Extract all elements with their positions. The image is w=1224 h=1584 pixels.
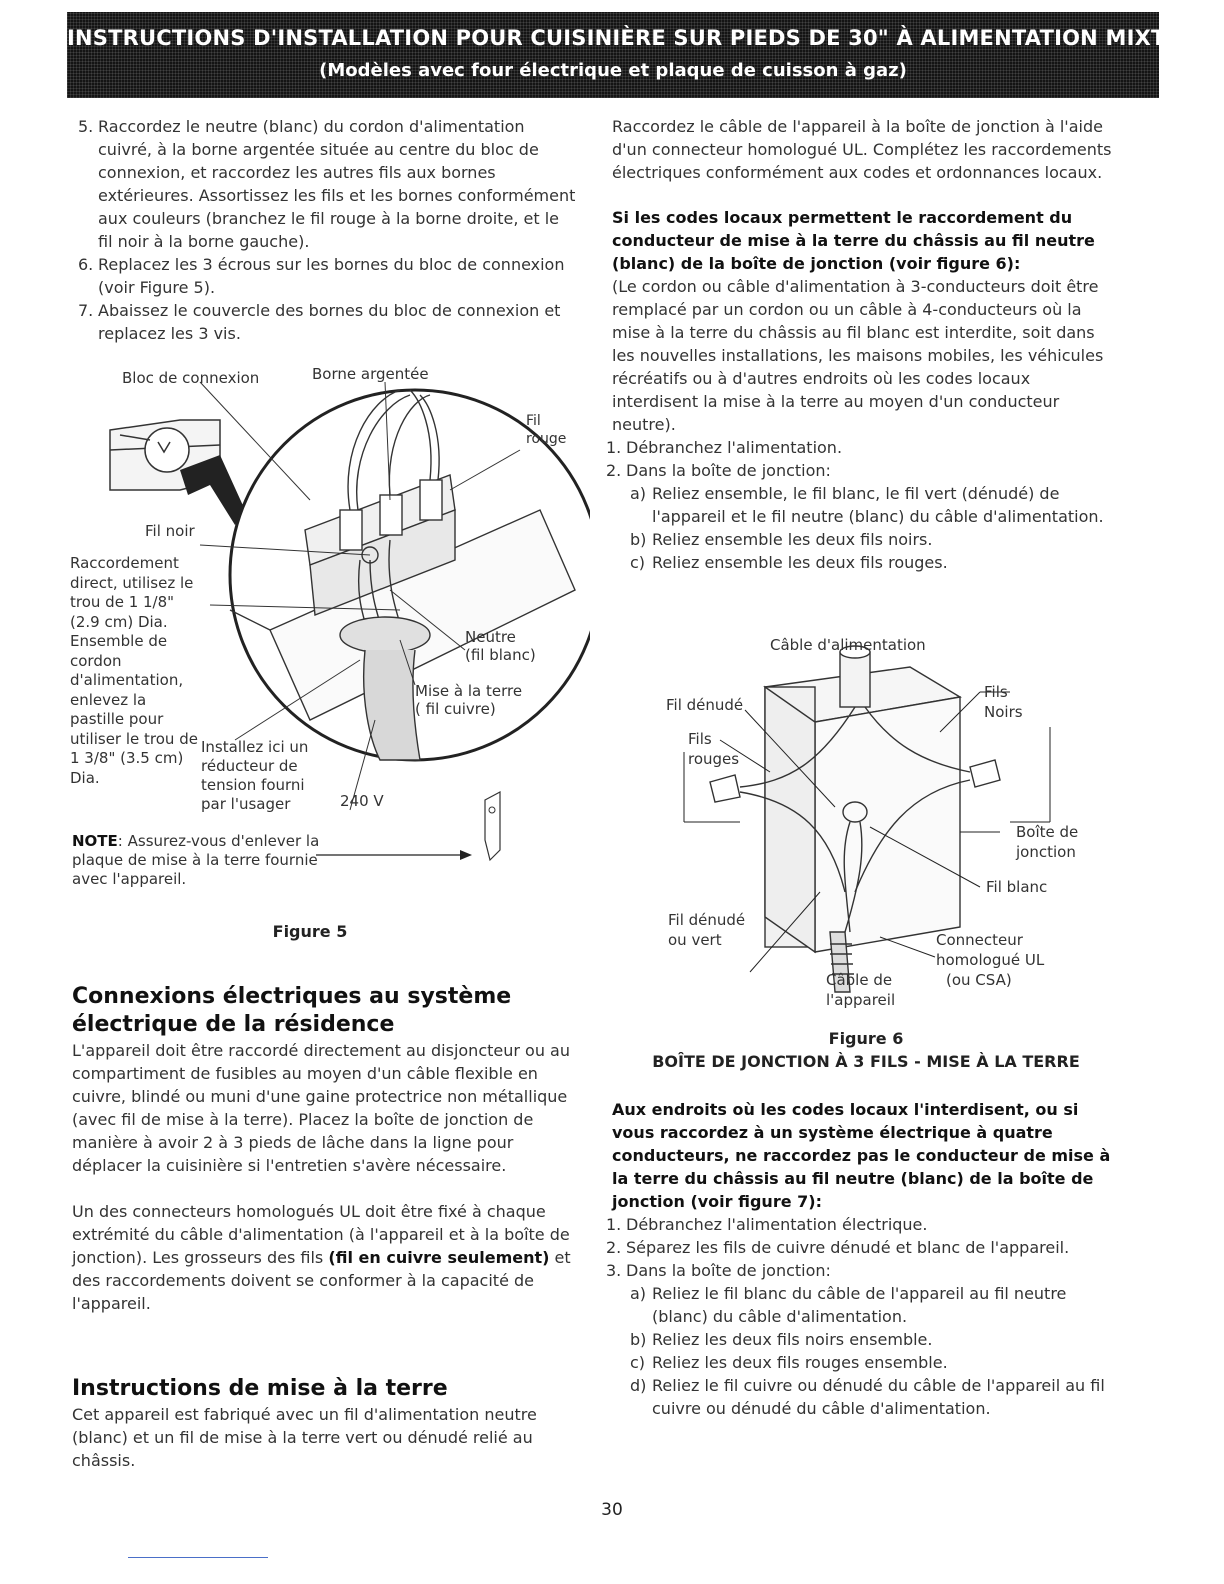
label-fil-noir: Fil noir xyxy=(145,522,195,540)
paragraph: Raccordez le câble de l'appareil à la boîte de jonction à l'aide d'un connecteur homologué UL. Complétez les raccordements électriques conformément aux codes et ordonnances locaux. xyxy=(612,117,1112,182)
section-connexions xyxy=(72,983,577,1315)
list-item: d) Reliez le fil cuivre ou dénudé du câble de l'appareil au fil cuivre ou dénudé du câble d'alimentation. xyxy=(630,1376,1105,1418)
label-fil-rouge-2: rouge xyxy=(526,431,567,447)
section-title-connexions: Connexions électriques au système électrique de la résidence xyxy=(72,984,512,1037)
label-fil-denude-vert-1: Fil dénudé xyxy=(668,911,746,929)
list-item: 7. Abaissez le couvercle des bornes du bloc de connexion et replacez les 3 vis. xyxy=(78,301,561,343)
label-installez: Installez ici un réducteur de tension fourni par l'usager xyxy=(201,738,309,813)
list-item: a) Reliez ensemble, le fil blanc, le fil vert (dénudé) de l'appareil et le fil neutre (blanc) du câble d'alimentation. xyxy=(630,484,1104,526)
label-connecteur-2: homologué UL xyxy=(936,951,1045,969)
page-number: 30 xyxy=(601,1500,623,1520)
figure-5 xyxy=(70,360,590,950)
list-item: 2. Séparez les fils de cuivre dénudé et blanc de l'appareil. xyxy=(606,1238,1070,1257)
label-cable-appareil-2: l'appareil xyxy=(826,991,896,1009)
list-item: b) Reliez ensemble les deux fils noirs. xyxy=(630,530,933,549)
label-fils-rouges-1: Fils xyxy=(688,730,712,748)
paragraph: (Le cordon ou câble d'alimentation à 3-conducteurs doit être remplacé par un cordon ou un câble à 4-conducteurs où la mise à la terre du châssis au fil blanc est interdite, soit dans les nouvelles installations, les maisons mobiles, les véhicules récréatifs ou à d'autres endroits où les codes locaux interdisent la mise à la terre au moyen d'un conducteur neutre). xyxy=(612,277,1104,434)
right-bottom xyxy=(606,1098,1120,1420)
label-connecteur-1: Connecteur xyxy=(936,931,1023,949)
label-fils-noirs-2: Noirs xyxy=(984,703,1023,721)
list-item: 1. Débranchez l'alimentation. xyxy=(606,438,843,457)
label-fil-denude-vert-2: ou vert xyxy=(668,931,722,949)
label-connecteur-3: (ou CSA) xyxy=(946,971,1012,989)
list-item: 6. Replacez les 3 écrous sur les bornes du bloc de connexion (voir Figure 5). xyxy=(78,255,565,297)
list-item: c) Reliez ensemble les deux fils rouges. xyxy=(630,553,948,572)
label-mise-terre-2: ( fil cuivre) xyxy=(415,700,496,718)
label-cable-alimentation: Câble d'alimentation xyxy=(770,636,926,654)
section-mise-terre xyxy=(72,1375,577,1472)
list-item: b) Reliez les deux fils noirs ensemble. xyxy=(630,1330,933,1349)
label-bloc-connexion: Bloc de connexion xyxy=(122,369,260,387)
bold-heading-1: Si les codes locaux permettent le raccordement du conducteur de mise à la terre du châssis au fil neutre (blanc) de la boîte de jonction (voir figure 6): xyxy=(612,208,1095,273)
paragraph: L'appareil doit être raccordé directement au disjoncteur ou au compartiment de fusibles au moyen d'un câble flexible en cuivre, blindé ou muni d'une gaine protectrice non métallique (avec fil de mise à la terre). Placez la boîte de jonction de manière à avoir 2 à 3 pieds de lâche dans la ligne pour déplacer la cuisinière si l'entretien s'avère nécessaire. xyxy=(72,1041,570,1175)
figure-6 xyxy=(640,632,1120,1072)
header-subtitle: (Modèles avec four électrique et plaque de cuisson à gaz) xyxy=(319,60,907,81)
label-fil-denude: Fil dénudé xyxy=(666,696,744,714)
header-banner xyxy=(67,12,1181,98)
label-neutre-1: Neutre xyxy=(465,628,516,646)
label-240v: 240 V xyxy=(340,792,384,810)
label-boite-1: Boîte de xyxy=(1016,823,1079,841)
label-mise-terre-1: Mise à la terre xyxy=(415,682,523,700)
section-title-mise-terre: Instructions de mise à la terre xyxy=(72,1376,448,1401)
left-steps xyxy=(72,115,577,345)
list-item: 3. Dans la boîte de jonction: xyxy=(606,1261,831,1280)
label-borne-argentee: Borne argentée xyxy=(312,365,429,383)
list-item: 2. Dans la boîte de jonction: xyxy=(606,461,831,480)
label-fil-rouge-1: Fil xyxy=(526,413,541,429)
list-item: c) Reliez les deux fils rouges ensemble. xyxy=(630,1353,948,1372)
list-item: 5. Raccordez le neutre (blanc) du cordon d'alimentation cuivré, à la borne argentée située au centre du bloc de connexion, et raccordez les autres fils aux bornes extérieures. Assortissez les fils et les bornes conformément aux couleurs (branchez le fil rouge à la borne droite, et le fil noir à la borne gauche). xyxy=(78,117,576,251)
header-title: INSTRUCTIONS D'INSTALLATION POUR CUISINIÈRE SUR PIEDS DE 30" À ALIMENTATION MIXTE xyxy=(67,26,1181,50)
right-top xyxy=(606,115,1120,574)
figure-5-caption: Figure 5 xyxy=(272,922,348,941)
label-fil-blanc: Fil blanc xyxy=(986,878,1048,896)
note-text: NOTE: Assurez-vous d'enlever la plaque de mise à la terre fournie avec l'appareil. xyxy=(72,832,320,888)
footer-rule xyxy=(128,1557,268,1558)
paragraph: Cet appareil est fabriqué avec un fil d'alimentation neutre (blanc) et un fil de mise à la terre vert ou dénudé relié au châssis. xyxy=(72,1405,537,1470)
label-fils-rouges-2: rouges xyxy=(688,750,740,768)
bold-heading-2: Aux endroits où les codes locaux l'interdisent, ou si vous raccordez à un système électrique à quatre conducteurs, ne raccordez pas le conducteur de mise à la terre du châssis au fil neutre (blanc) de la boîte de jonction (voir figure 7): xyxy=(612,1100,1111,1211)
list-item: a) Reliez le fil blanc du câble de l'appareil au fil neutre (blanc) du câble d'alimentation. xyxy=(630,1284,1067,1326)
label-cable-appareil-1: Câble de xyxy=(826,971,893,989)
label-boite-2: jonction xyxy=(1016,843,1076,861)
paragraph: Un des connecteurs homologués UL doit être fixé à chaque extrémité du câble d'alimentation (à l'appareil et à la boîte de jonction). Les grosseurs des fils (fil en cuivre seulement) et des raccordements doivent se conformer à la capacité de l'appareil. xyxy=(72,1202,571,1313)
label-fils-noirs-1: Fils xyxy=(984,683,1008,701)
label-neutre-2: (fil blanc) xyxy=(465,646,536,664)
list-item: 1. Débranchez l'alimentation électrique. xyxy=(606,1215,928,1234)
label-raccordement: Raccordement direct, utilisez le trou de 1 1/8" (2.9 cm) Dia. Ensemble de cordon d'alimentation, enlevez la pastille pour utiliser le trou de 1 3/8" (3.5 cm) Dia. xyxy=(70,554,198,787)
figure-6-caption: Figure 6 BOÎTE DE JONCTION À 3 FILS - MISE À LA TERRE xyxy=(652,1029,1080,1071)
